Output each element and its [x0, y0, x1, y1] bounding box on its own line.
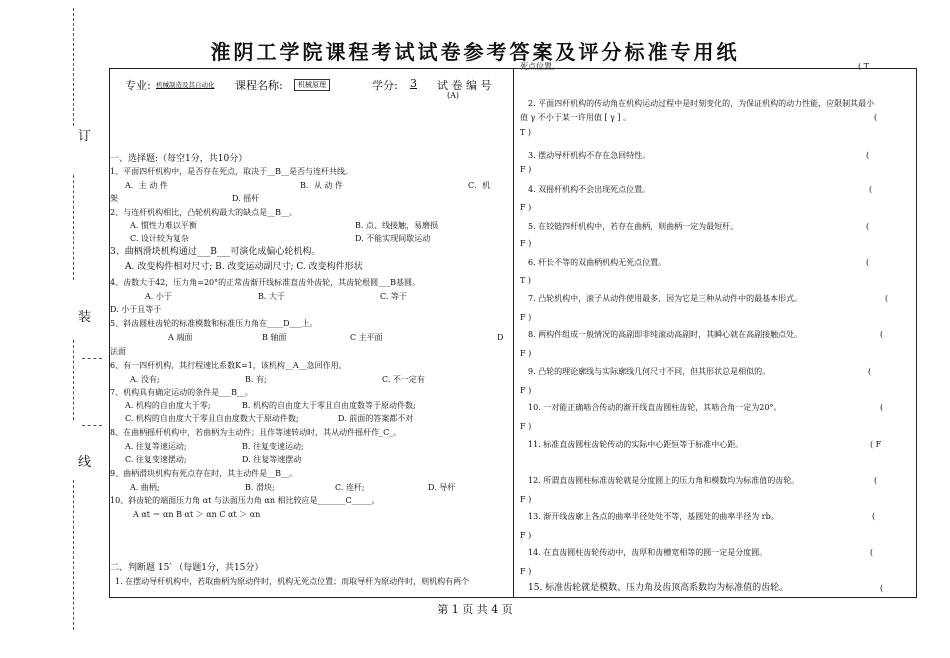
r9-answer: F )	[520, 386, 532, 395]
r4: 4. 双摇杆机构不会出现死点位置。	[528, 185, 651, 194]
r12-answer: F )	[520, 495, 532, 504]
q8-opt-c: C. 往复变速摆动;	[125, 455, 187, 464]
q3: 3、曲柄滑块机构通过___B___可演化成偏心轮机构。	[110, 247, 321, 257]
r0: 死点位置。	[520, 62, 560, 71]
r14-answer: F )	[520, 567, 532, 576]
major-label: 专业:	[125, 79, 151, 92]
q2-opt-a: A. 惯性力难以平衡	[130, 221, 197, 230]
r13-answer: F )	[520, 531, 532, 540]
section2-heading: 二、判断题 15′ （每题1分，共15分）	[110, 563, 264, 573]
r0-answer: ( T	[858, 62, 869, 71]
binding-dash-2	[82, 425, 102, 426]
q7: 7、机构具有确定运动的条件是___B__。	[110, 388, 253, 397]
r8-answer: F )	[520, 349, 532, 358]
binding-dash-1	[82, 358, 102, 359]
r8-paren: (	[880, 330, 884, 339]
q5-opt-d-cont: 法面	[110, 347, 126, 356]
r10-paren: (	[880, 403, 884, 412]
r10-answer: F )	[520, 422, 532, 431]
q1-opt-c: C．机	[468, 181, 491, 190]
q1-opt-a: A．主 动 件	[125, 181, 168, 190]
r3-paren: (	[866, 151, 870, 160]
q7-opt-b: B. 机构的自由度大于零且自由度数等于原动件数;	[242, 401, 416, 410]
q4-opt-d: D. 小于且等于	[110, 305, 162, 314]
paper-no-label: 试 卷 编 号	[437, 79, 492, 92]
q9-opt-b: B. 滑块;	[245, 483, 275, 492]
paper-no-value: (A)	[447, 91, 460, 100]
r3: 3. 摆动导杆机构不存在急回特性。	[528, 151, 651, 160]
r7: 7. 凸轮机构中，滚子从动件使用最多，因为它是三种从动件中的最基本形式。	[528, 294, 803, 303]
q1-opt-b: B．从 动 件	[300, 181, 343, 190]
q1: 1、平面四杆机构中，是否存在死点，取决于__B__是否与连杆共线。	[110, 167, 353, 176]
q4-opt-c: C. 等于	[380, 292, 407, 301]
margin-xian: 线	[78, 455, 92, 470]
credit-label: 学分:	[372, 79, 398, 92]
credit-value: 3	[410, 77, 417, 90]
major-value: 机械制造及其自动化	[156, 81, 215, 89]
page-title: 淮阴工学院课程考试试卷参考答案及评分标准专用纸	[210, 40, 740, 64]
r4-paren: (	[869, 185, 873, 194]
column-divider	[513, 68, 514, 598]
q5-opt-a: A 端面	[168, 333, 193, 342]
q3-opts: A. 改变构件相对尺寸; B. 改变运动副尺寸; C. 改变构件形状	[125, 262, 363, 272]
q2-opt-d: D. 不能实现间歇运动	[355, 234, 431, 243]
section1-heading: 一、选择题:（每空1分，共10分）	[110, 154, 248, 164]
r14: 14. 在直齿圆柱齿轮传动中，齿厚和齿槽宽相等的圆一定是分度圆。	[528, 548, 768, 557]
q9: 9、曲柄滑块机构有死点存在时，其主动件是__B__。	[110, 469, 297, 478]
q8-opt-d: D. 往复等速摆动	[242, 455, 302, 464]
r9-paren: (	[868, 367, 872, 376]
q2: 2、与连杆机构相比，凸轮机构最大的缺点是__B__。	[110, 208, 297, 217]
q5-opt-d: D	[497, 333, 504, 342]
t1: 1. 在摆动导杆机构中，若取曲柄为原动件时，机构无死点位置；而取导杆为原动件时，则机构有两个	[115, 577, 470, 586]
r2-paren: (	[874, 113, 878, 122]
r4-answer: F )	[520, 203, 532, 212]
r3-answer: F )	[520, 165, 532, 174]
q9-opt-c: C. 连杆;	[335, 483, 365, 492]
q7-opt-d: D. 前面的答案都不对	[338, 414, 414, 423]
q9-opt-d: D. 导杆	[428, 483, 456, 492]
q9-opt-a: A. 曲柄;	[130, 483, 160, 492]
r5: 5. 在铰链四杆机构中，若存在曲柄，则曲柄一定为最短杆。	[528, 222, 739, 231]
r15: 15. 标准齿轮就是模数、压力角及齿顶高系数均为标准值的齿轮。	[528, 583, 789, 593]
q6-opt-c: C. 不一定有	[382, 375, 425, 384]
q2-opt-b: B. 点、线接触，易磨损	[355, 221, 438, 230]
r5-paren: (	[866, 222, 870, 231]
course-value: 机械原理	[294, 79, 330, 91]
q8: 8、在曲柄摇杆机构中，若曲柄为主动件；且作等速转动时，其从动件摇杆作_C_。	[110, 428, 402, 437]
q7-opt-c: C. 机构的自由度大于零且自由度数大于原动件数;	[125, 414, 299, 423]
q6: 6、有一四杆机构，其行程速比系数K=1，该机构__A__急回作用。	[110, 361, 347, 370]
r6: 6. 杆长不等的双曲柄机构无死点位置。	[528, 258, 667, 267]
q4-opt-a: A. 小于	[145, 292, 172, 301]
r7-answer: F )	[520, 313, 532, 322]
margin-zhuang: 装	[78, 310, 92, 325]
r12: 12. 所谓直齿圆柱标准齿轮就是分度圆上的压力角和模数均为标准值的齿轮。	[528, 476, 800, 485]
q1-opt-d: D. 摇杆	[232, 194, 260, 203]
r6-answer: T )	[520, 276, 531, 285]
q4-opt-b: B. 大于	[258, 292, 285, 301]
r12-paren: (	[874, 476, 878, 485]
r11: 11. 标准直齿圆柱齿轮传动的实际中心距恒等于标准中心距。	[528, 440, 744, 449]
r13-paren: (	[872, 512, 876, 521]
binding-line-top	[73, 8, 74, 126]
r13: 13. 渐开线齿廓上各点的曲率半径处处不等，基圆处的曲率半径为 rb。	[528, 512, 779, 521]
r5-answer: F )	[520, 239, 532, 248]
q1-opt-c-cont: 架	[110, 194, 118, 203]
q8-opt-a: A. 往复等速运动;	[125, 442, 187, 451]
r15-paren: (	[880, 584, 884, 593]
course-label: 课程名称:	[235, 79, 283, 92]
q8-opt-b: B. 往复变速运动;	[242, 442, 304, 451]
q5-opt-c: C 主平面	[350, 333, 383, 342]
q10-opts: A αt ＝ αn B αt ＞ αn C αt ＞ αn	[133, 510, 261, 519]
r11-answer: ( F	[870, 440, 882, 449]
q6-opt-a: A. 没有;	[130, 375, 160, 384]
q7-opt-a: A. 机构的自由度大于零;	[125, 401, 211, 410]
r2b: 值 γ 不小于某一许用值 [ γ ] 。	[520, 113, 632, 122]
binding-line-low	[73, 340, 74, 420]
q5-opt-b: B 轴面	[262, 333, 287, 342]
margin-ding: 订	[78, 129, 92, 144]
binding-line-mid	[73, 175, 74, 280]
r8: 8. 两构件组成一般情况的高副即非纯滚动高副时，其瞬心就在高副接触点处。	[528, 330, 803, 339]
q6-opt-b: B. 有;	[245, 375, 267, 384]
q5: 5、斜齿圆柱齿轮的标准模数和标准压力角在____D___上。	[110, 319, 318, 328]
r9: 9. 凸轮的理论廓线与实际廓线几何尺寸不同，但其形状总是相似的。	[528, 367, 771, 376]
q2-opt-c: C. 设计较为复杂	[130, 234, 189, 243]
r7-paren: (	[885, 294, 889, 303]
r14-paren: (	[870, 548, 874, 557]
r2: 2. 平面四杆机构的传动角在机构运动过程中是时刻变化的，为保证机构的动力性能，应限制其最小	[528, 99, 875, 108]
r6-paren: (	[866, 258, 870, 267]
r2-answer: T )	[520, 128, 531, 137]
q4: 4、齿数大于42，压力角=20°的正常齿渐开线标准直齿外齿轮，其齿轮根圆___B基圆。	[110, 278, 421, 287]
page-number: 第 1 页 共 4 页	[437, 603, 513, 616]
q10: 10、斜齿轮的端面压力角 αt 与法面压力角 αn 相比较应是_______C_____。	[110, 496, 380, 505]
r10: 10. 一对能正确啮合传动的渐开线直齿圆柱齿轮，其啮合角一定为20°。	[528, 403, 782, 412]
